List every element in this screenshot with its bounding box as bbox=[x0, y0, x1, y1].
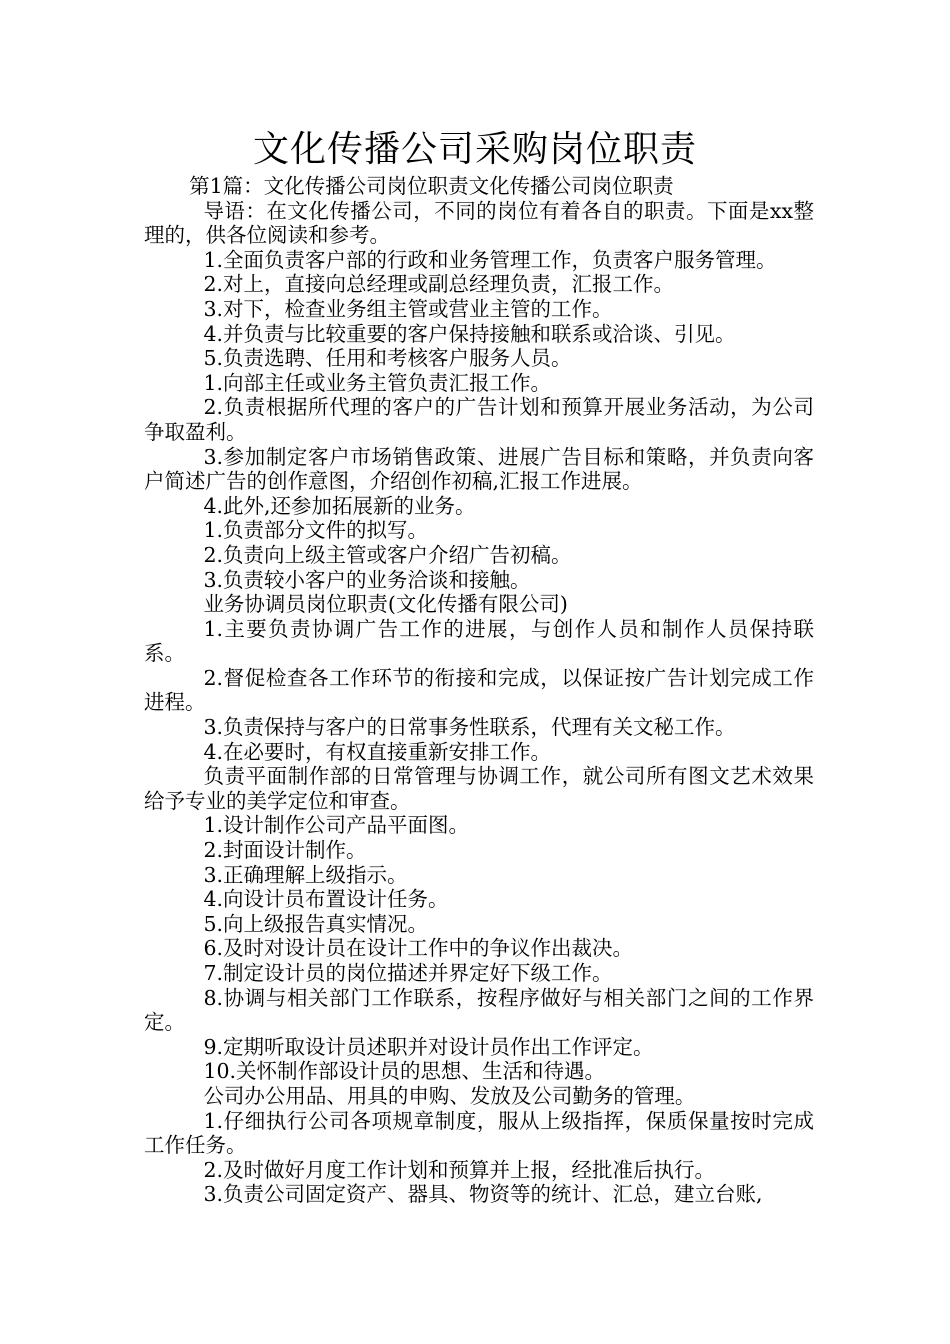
paragraph: 1.仔细执行公司各项规章制度，服从上级指挥，保质保量按时完成工作任务。 bbox=[144, 1108, 814, 1158]
paragraph: 8.协调与相关部门工作联系，按程序做好与相关部门之间的工作界定。 bbox=[144, 985, 814, 1035]
paragraph: 3.负责公司固定资产、器具、物资等的统计、汇总，建立台账, bbox=[203, 1182, 763, 1207]
paragraph: 3.负责较小客户的业务洽谈和接触。 bbox=[203, 567, 531, 592]
subtitle-paragraph: 第1篇：文化传播公司岗位职责文化传播公司岗位职责 bbox=[189, 174, 674, 198]
paragraph: 7.制定设计员的岗位描述并界定好下级工作。 bbox=[203, 961, 613, 985]
paragraph: 1.设计制作公司产品平面图。 bbox=[203, 813, 469, 838]
document-body bbox=[144, 174, 814, 1207]
paragraph: 2.督促检查各工作环节的衔接和完成，以保证按广告计划完成工作进程。 bbox=[144, 665, 814, 715]
paragraph: 2.封面设计制作。 bbox=[203, 838, 367, 863]
paragraph: 4.在必要时，有权直接重新安排工作。 bbox=[203, 739, 551, 764]
paragraph: 3.正确理解上级指示。 bbox=[203, 862, 408, 887]
paragraph: 公司办公用品、用具的申购、发放及公司勤务的管理。 bbox=[203, 1083, 696, 1108]
paragraph: 3.负责保持与客户的日常事务性联系，代理有关文秘工作。 bbox=[203, 715, 736, 740]
document-title: 文化传播公司采购岗位职责 bbox=[252, 129, 697, 170]
paragraph: 业务协调员岗位职责(文化传播有限公司) bbox=[203, 592, 568, 617]
paragraph: 1.主要负责协调广告工作的进展，与创作人员和制作人员保持联系。 bbox=[144, 616, 814, 666]
paragraph: 6.及时对设计员在设计工作中的争议作出裁决。 bbox=[203, 936, 633, 961]
paragraph: 9.定期听取设计员述职并对设计员作出工作评定。 bbox=[203, 1034, 654, 1059]
paragraph: 导语：在文化传播公司，不同的岗位有着各自的职责。下面是xx整理的，供各位阅读和参考。 bbox=[144, 198, 814, 248]
paragraph: 5.向上级报告真实情况。 bbox=[203, 911, 428, 936]
paragraph: 1.负责部分文件的拟写。 bbox=[203, 518, 428, 543]
paragraph: 2.负责根据所代理的客户的广告计划和预算开展业务活动，为公司争取盈利。 bbox=[144, 395, 814, 444]
paragraph: 4.向设计员布置设计任务。 bbox=[203, 887, 449, 912]
paragraph: 1.向部主任或业务主管负责汇报工作。 bbox=[203, 370, 551, 395]
paragraph: 2.对上，直接向总经理或副总经理负责，汇报工作。 bbox=[203, 272, 674, 297]
paragraph: 5.负责选聘、任用和考核客户服务人员。 bbox=[203, 346, 572, 371]
paragraph: 3.对下，检查业务组主管或营业主管的工作。 bbox=[203, 296, 613, 321]
paragraph: 1.全面负责客户部的行政和业务管理工作，负责客户服务管理。 bbox=[203, 247, 777, 272]
paragraph: 4.此外,还参加拓展新的业务。 bbox=[203, 493, 476, 518]
paragraph: 3.参加制定客户市场销售政策、进展广告目标和策略，并负责向客户简述广告的创作意图，介绍创作初稿,汇报工作进展。 bbox=[144, 444, 814, 494]
paragraph: 负责平面制作部的日常管理与协调工作，就公司所有图文艺术效果给予专业的美学定位和审查。 bbox=[144, 764, 814, 813]
paragraph: 2.及时做好月度工作计划和预算并上报，经批准后执行。 bbox=[203, 1157, 715, 1182]
paragraph: 2.负责向上级主管或客户介绍广告初稿。 bbox=[203, 542, 572, 567]
paragraph: 4.并负责与比较重要的客户保持接触和联系或洽谈、引见。 bbox=[203, 321, 736, 346]
paragraph: 10.关怀制作部设计员的思想、生活和待遇。 bbox=[203, 1059, 606, 1084]
